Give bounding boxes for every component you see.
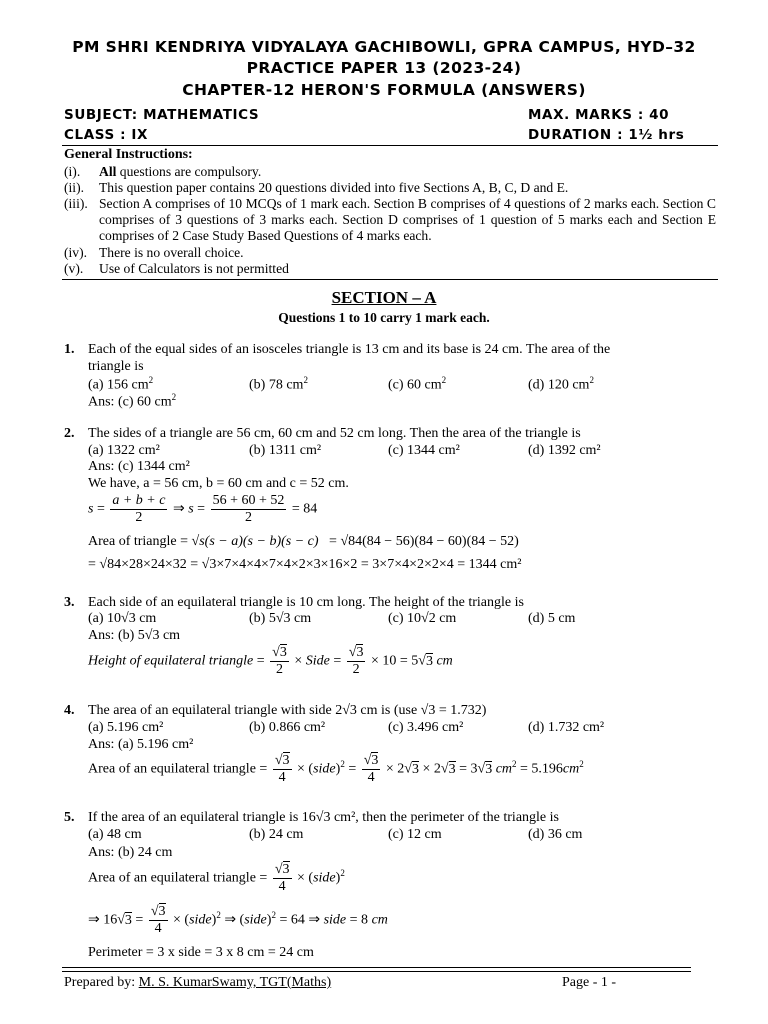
option-c: (c) 3.496 cm² [388,720,464,735]
option-d: (d) 120 $cm^2$ [528,375,594,393]
answer-text: Ans: (c) 1344 cm² [88,459,190,474]
perimeter-text: Perimeter = 3 x side = 3 x 8 cm = 24 cm [88,945,314,960]
footer-divider [62,971,691,972]
area-formula: Area of triangle = √s(s − a)(s − b)(s − c) = √84(84 − 56)(84 − 60)(84 − 52) [88,534,519,549]
option-c: (c) 12 cm [388,827,442,842]
heron-expression: √s(s − a)(s − b)(s − c) [191,534,319,549]
option-d: (d) 5 cm [528,611,576,626]
answer-text: Ans: (b) 24 cm [88,845,173,860]
instruction-text: Section A comprises of 10 MCQs of 1 mark each. Section B comprises of 4 questions of 2 marks each. Section C comprises of 3 questions of 3 marks each. Section D comprises of 1 question of 5 marks each and Section E comprises of 2 Case Study Based Questions of 4 marks each. [99,196,716,243]
option-d: (d) 36 cm [528,827,583,842]
instruction-text: There is no overall choice. [99,245,244,260]
question-text: Each side of an equilateral triangle is 10 cm long. The height of the triangle is [88,595,524,610]
option-b: (b) 5√3 cm [249,611,312,626]
question-number: 2. [64,426,75,441]
option-a: (a) 156 $cm^2$ [88,375,154,393]
class-label: CLASS : IX [64,127,149,143]
option-c: (c) 1344 cm² [388,443,460,458]
instructions-title: General Instructions: [64,147,193,162]
option-a: (a) 1322 cm² [88,443,160,458]
question-text: Each of the equal sides of an isosceles triangle is 13 cm and its base is 24 cm. The area of the [88,342,611,357]
option-d: (d) 1.732 cm² [528,720,605,735]
paper-title: PRACTICE PAPER 13 (2023-24) [246,59,522,77]
area-simplification: = √84×28×24×32 = √3×7×4×4×7×4×2×3×16×2 = 3×7×4×2×2×4 = 1344 cm² [88,557,522,572]
instruction-text: This question paper contains 20 questions divided into five Sections A, B, C, D and E. [99,180,569,195]
subject-label: SUBJECT: MATHEMATICS [64,107,260,123]
max-marks-label: MAX. MARKS : 40 [528,107,670,123]
option-b: (b) 24 cm [249,827,304,842]
area-formula: Area of an equilateral triangle = $\frac{√3}{4}$ × (side)$^2$ = $\frac{√3}{4}$ × 2√3 × 2√3 = 3√3 $cm^2 = 5.196cm^2$ [88,753,584,785]
question-number: 1. [64,342,75,357]
question-number: 4. [64,703,75,718]
answer-text: Ans: (a) 5.196 cm² [88,737,194,752]
option-c: (c) 10√2 cm [388,611,457,626]
option-a: (a) 10√3 cm [88,611,157,626]
question-number: 3. [64,595,75,610]
chapter-title: CHAPTER-12 HERON'S FORMULA (ANSWERS) [182,81,586,99]
header-divider [62,145,718,146]
answer-text: Ans: (b) 5√3 cm [88,628,181,643]
instruction-number: (iv). [64,245,88,260]
instruction-text: questions are compulsory. [116,164,262,179]
instruction-number: (ii). [64,180,85,195]
instruction-number: (iii). [64,196,88,211]
instructions-divider [62,279,718,280]
question-text: triangle is [88,359,144,374]
option-a: (a) 5.196 cm² [88,720,164,735]
section-subtitle: Questions 1 to 10 carry 1 mark each. [278,310,490,325]
option-c: (c) 60 $cm^2$ [388,375,447,393]
instruction-number: (v). [64,261,84,276]
option-b: (b) 1311 cm² [249,443,322,458]
page-number: Page - 1 - [562,975,617,990]
heron-substitution: √84(84 − 56)(84 − 60)(84 − 52) [340,534,519,549]
option-d: (d) 1392 cm² [528,443,601,458]
instruction-number: (i). [64,164,81,179]
working-text: We have, a = 56 cm, b = 60 cm and c = 52 cm. [88,476,349,491]
prepared-by: Prepared by: M. S. KumarSwamy, TGT(Maths) [64,975,332,990]
question-text: The area of an equilateral triangle with side 2√3 cm is (use √3 = 1.732) [88,703,487,718]
question-text: If the area of an equilateral triangle is 16√3 cm², then the perimeter of the triangle is [88,810,559,825]
area-formula: Area of an equilateral triangle = $\frac{√3}{4}$ × (side)$^2$ [88,862,345,894]
duration-label: DURATION : 1½ hrs [528,127,685,143]
footer-divider [62,967,691,968]
instruction-emphasis: All [99,164,117,179]
school-name: PM SHRI KENDRIYA VIDYALAYA GACHIBOWLI, GPRA CAMPUS, HYD–32 [72,38,696,56]
answer-text: Ans: (c) 60 $cm^2$ [88,392,177,410]
author-name: M. S. KumarSwamy, TGT(Maths) [138,975,332,990]
question-text: The sides of a triangle are 56 cm, 60 cm and 52 cm long. Then the area of the triangle is [88,426,581,441]
section-title: SECTION – A [331,288,437,307]
question-number: 5. [64,810,75,825]
semi-perimeter-formula: s = $\frac{a + b + c}{2}$ ⇒ s = $\frac{56 + 60 + 52}{2}$ = 84 [88,493,318,525]
height-formula: Height of equilateral triangle = $\frac{√3}{2}$ × Side = $\frac{√3}{2}$ × 10 = 5√3 cm [88,645,453,677]
option-b: (b) 0.866 cm² [249,720,326,735]
option-b: (b) 78 $cm^2$ [249,375,308,393]
side-derivation: ⇒ 16√3 = $\frac{√3}{4}$ × (side)$^2$ ⇒ (side)$^2$ = 64 ⇒ side = 8 cm [88,904,388,936]
option-a: (a) 48 cm [88,827,142,842]
instruction-text: Use of Calculators is not permitted [99,261,289,276]
